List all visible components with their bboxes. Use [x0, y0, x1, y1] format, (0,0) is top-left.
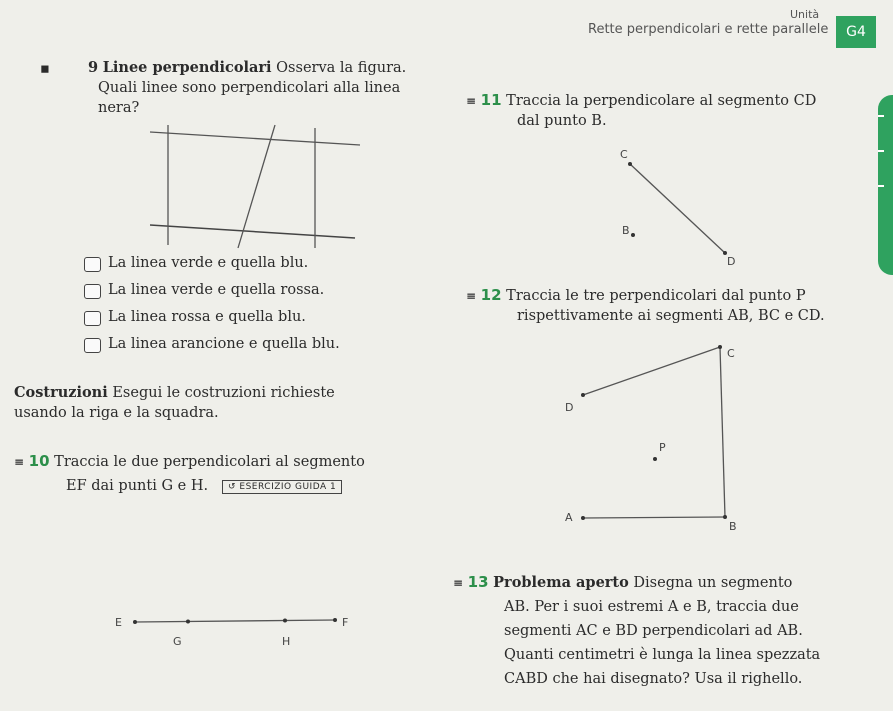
ex9-option-checkbox[interactable]: [84, 311, 101, 326]
ex12-difficulty-icon: ≡: [466, 289, 477, 303]
costruzioni-text2: usando la riga e la squadra.: [14, 405, 219, 421]
ex12-point-d: [581, 393, 585, 397]
ex10-figure: [110, 605, 360, 655]
ex11-point-b: [631, 233, 635, 237]
ex12-text1: Traccia le tre perpendicolari dal punto P: [506, 288, 806, 304]
chapter-code-badge: G4: [836, 16, 876, 48]
costruzioni-text1: Esegui le costruzioni richieste: [112, 385, 335, 401]
ex10-segment-ef: [135, 620, 335, 622]
ex11-text2: dal punto B.: [517, 113, 607, 129]
ex12-point-c: [718, 345, 722, 349]
ex10-text2: EF dai punti G e H.: [66, 478, 209, 494]
ex11-figure: [600, 140, 760, 275]
ex12-heading: [466, 286, 806, 306]
ex13-number: 13: [467, 573, 489, 591]
ex13-difficulty-icon: ≡: [453, 576, 464, 590]
ex12-segment-ab: [583, 517, 725, 518]
ex11-number: 11: [480, 91, 502, 109]
ex13-text4: Quanti centimetri è lunga la linea spezzata: [504, 647, 821, 663]
ex12-segment-cd: [583, 347, 720, 395]
ex12-label-p: P: [659, 441, 666, 454]
ex12-number: 12: [480, 286, 502, 304]
ex13-text1: Disegna un segmento: [633, 575, 793, 591]
ex13-text2: AB. Per i suoi estremi A e B, traccia due: [504, 599, 799, 615]
ex10-number: 10: [28, 452, 50, 470]
ex13-title: Problema aperto: [493, 574, 629, 591]
ex9-option-label: La linea verde e quella blu.: [108, 255, 309, 271]
ex10-label-e: E: [115, 616, 122, 629]
ex11-heading: [466, 91, 816, 111]
ex9-option-label: La linea rossa e quella blu.: [108, 309, 306, 325]
ex10-heading: [14, 452, 365, 472]
side-tab: [878, 95, 893, 275]
ex11-label-b: B: [622, 224, 630, 237]
ex10-point-f: [333, 618, 337, 622]
ex9-number: 9: [88, 59, 99, 76]
ex9-line-slanted: [238, 125, 275, 248]
ex12-point-b: [723, 515, 727, 519]
ex10-point-g: [186, 620, 190, 624]
unit-label: Unità: [790, 8, 820, 21]
ex11-text1: Traccia la perpendicolare al segmento CD: [506, 93, 817, 109]
ex10-point-h: [283, 619, 287, 623]
ex12-label-d: D: [565, 401, 574, 414]
ex11-label-d: D: [727, 255, 736, 268]
ex13-text3: segmenti AC e BD perpendicolari ad AB.: [504, 623, 803, 639]
ex10-label-g: G: [173, 635, 182, 648]
ex12-label-b: B: [729, 520, 737, 533]
ex10-difficulty-icon: ≡: [14, 455, 25, 469]
ex10-label-f: F: [342, 616, 349, 629]
ex11-point-c: [628, 162, 632, 166]
ex9-option-label: La linea arancione e quella blu.: [108, 336, 340, 352]
ex12-label-a: A: [565, 511, 573, 524]
ex12-point-a: [581, 516, 585, 520]
ex13-heading: [453, 573, 792, 593]
ex10-text1: Traccia le due perpendicolari al segmento: [54, 454, 365, 470]
ex12-label-c: C: [727, 347, 735, 360]
ex10-point-e: [133, 620, 137, 624]
ex9-heading: [88, 58, 406, 78]
costruzioni-title: Costruzioni: [14, 384, 108, 401]
ex9-bullet: ▪: [40, 61, 50, 77]
ex12-text2: rispettivamente ai segmenti AB, BC e CD.: [517, 308, 825, 324]
ex9-text1: Osserva la figura.: [276, 60, 407, 76]
ex9-option-checkbox[interactable]: [84, 257, 101, 272]
costruzioni-line1: [14, 383, 335, 403]
ex11-difficulty-icon: ≡: [466, 94, 477, 108]
ex11-segment-cd: [630, 164, 725, 253]
ex9-figure: [150, 120, 370, 250]
ex9-text3: nera?: [98, 100, 140, 116]
guide-exercise-badge[interactable]: ↺ ESERCIZIO GUIDA 1: [222, 480, 342, 494]
ex10-label-h: H: [282, 635, 291, 648]
chapter-title: Rette perpendicolari e rette parallele: [588, 22, 829, 37]
ex9-title: Linee perpendicolari: [102, 59, 272, 76]
ex9-option-label: La linea verde e quella rossa.: [108, 282, 325, 298]
ex12-figure: [555, 335, 755, 535]
ex12-segment-bc: [720, 347, 725, 517]
ex9-line-top: [150, 132, 360, 145]
ex12-point-p: [653, 457, 657, 461]
ex9-option-checkbox[interactable]: [84, 338, 101, 353]
ex9-option-checkbox[interactable]: [84, 284, 101, 299]
ex9-text2: Quali linee sono perpendicolari alla linea: [98, 80, 401, 96]
ex9-line-black: [150, 225, 355, 238]
ex11-label-c: C: [620, 148, 628, 161]
ex13-text5: CABD che hai disegnato? Usa il righello.: [504, 671, 803, 687]
